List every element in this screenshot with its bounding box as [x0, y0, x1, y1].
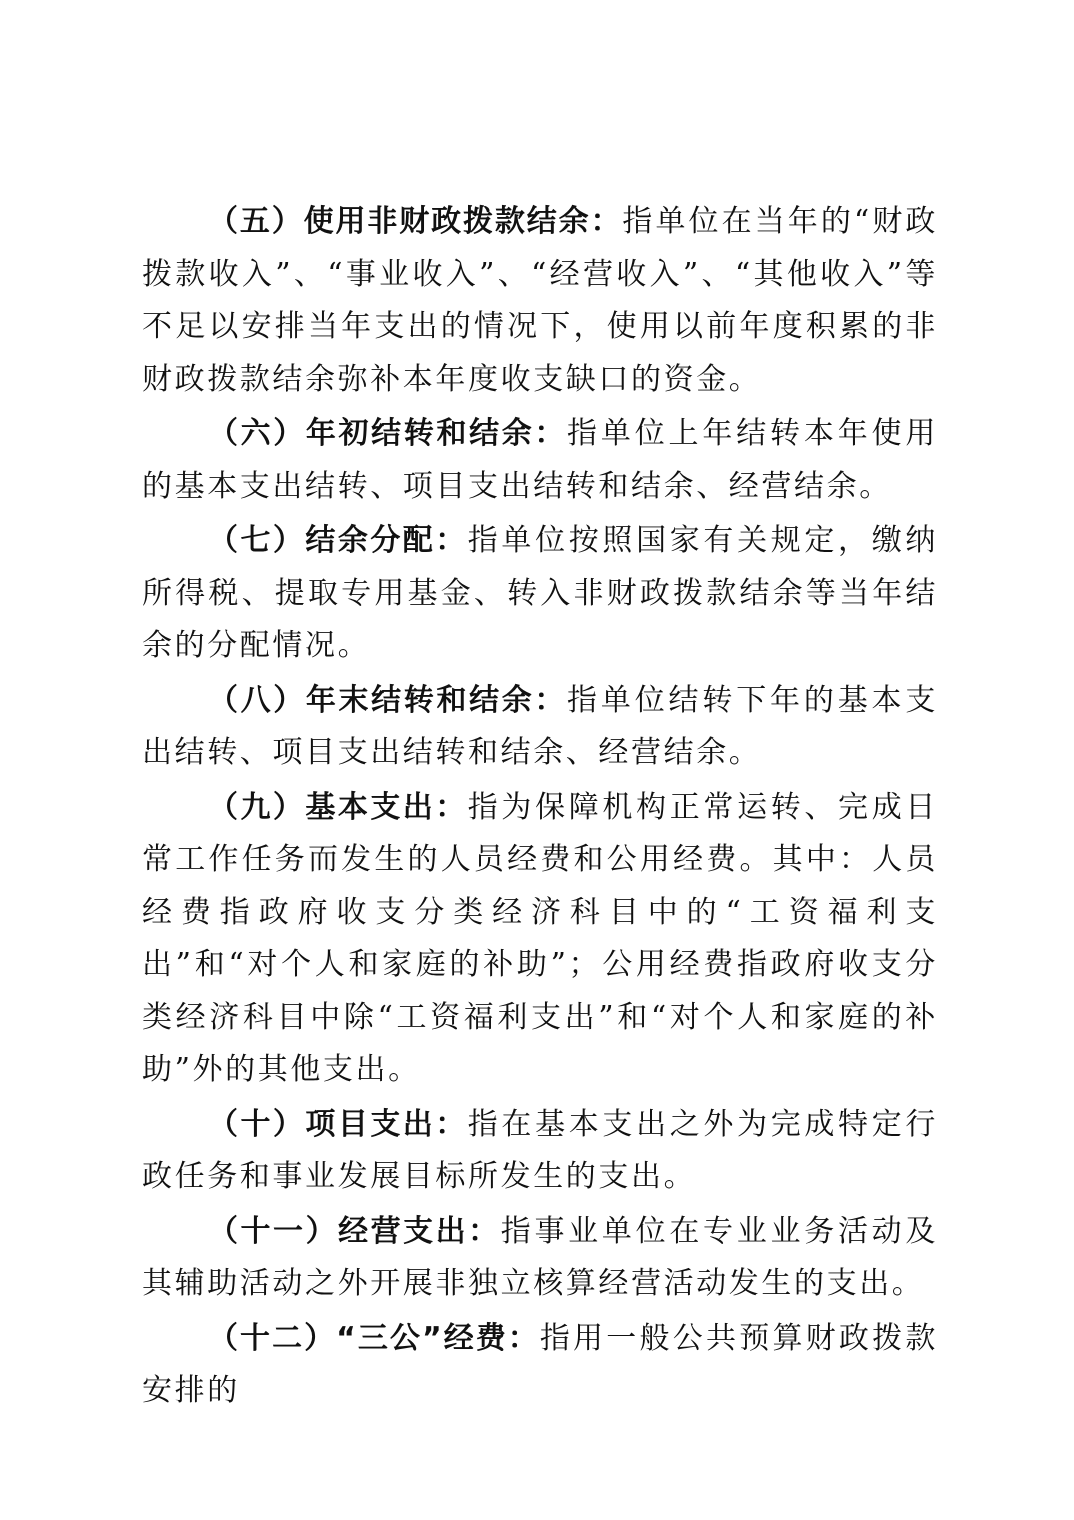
definition-body: 指在基本支出之外为完成特定行政任务和事业发展目标所发生的支出。: [142, 1106, 938, 1194]
definition-body: 指为保障机构正常运转、完成日常工作任务而发生的人员经费和公用经费。其中：人员经费指政府收支分类经济科目中的“工资福利支出”和“对个人和家庭的补助”；公用经费指政府收支分类经济科目中除“工资福利支出”和“对个人和家庭的补助”外的其他支出。: [142, 789, 938, 1087]
definition-body: 指单位在当年的“财政拨款收入”、“事业收入”、“经营收入”、“其他收入”等不足以安排当年支出的情况下，使用以前年度积累的非财政拨款结余弥补本年度收支缺口的资金。: [142, 204, 939, 397]
definition-paragraph-8: [142, 675, 938, 780]
definition-term: （十一）经营支出：: [208, 1213, 501, 1249]
definition-term: （九）基本支出：: [208, 789, 468, 825]
definition-body: 指用一般公共预算财政拨款安排的: [142, 1320, 938, 1408]
document-page: [142, 196, 938, 1420]
definition-body: 指单位结转下年的基本支出结转、项目支出结转和结余、经营结余。: [142, 682, 938, 770]
definition-body: 指事业单位在专业业务活动及其辅助活动之外开展非独立核算经营活动发生的支出。: [142, 1213, 938, 1301]
definition-term: （六）年初结转和结余：: [208, 416, 568, 451]
definition-paragraph-10: [142, 1099, 938, 1204]
definition-paragraph-11: [142, 1206, 938, 1311]
definition-paragraph-7: [142, 515, 938, 673]
definition-term: （八）年末结转和结余：: [208, 682, 568, 718]
definition-paragraph-6: [142, 408, 938, 513]
definition-paragraph-12: [142, 1313, 938, 1418]
definition-paragraph-5: [142, 196, 938, 406]
definition-term: （五）使用非财政拨款结余：: [208, 204, 623, 239]
definition-term: （十）项目支出：: [208, 1106, 468, 1142]
definition-body: 指单位上年结转本年使用的基本支出结转、项目支出结转和结余、经营结余。: [142, 416, 938, 504]
definition-paragraph-9: [142, 782, 938, 1097]
definition-body: 指单位按照国家有关规定，缴纳所得税、提取专用基金、转入非财政拨款结余等当年结余的分配情况。: [142, 523, 938, 663]
definition-term: （十二）“三公”经费：: [208, 1320, 540, 1356]
definition-term: （七）结余分配：: [208, 523, 468, 558]
